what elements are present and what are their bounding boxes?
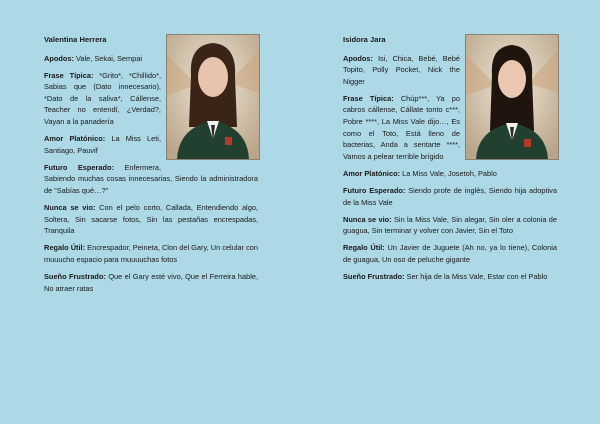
field-nunca-se-vio: Nunca se vio: Con el pelo corto, Callada, Entendiendo algo, Soltera, Sin sacarse fotos, Sin las pestañas encrespadas, Tranquila xyxy=(44,203,258,236)
field-apodos: Apodos: Vale, Sekai, Sempai xyxy=(44,53,143,63)
student-name: Valentina Herrera xyxy=(44,35,107,44)
field-apodos: Apodos: Isi, Chica, Bebé, Bebé Topito, Polly Pocket, Nick the Nigger xyxy=(343,53,460,86)
student-photo xyxy=(465,34,559,160)
student-name: Isidora Jara xyxy=(343,35,386,44)
student-card-isidora xyxy=(343,34,557,288)
student-card-valentina xyxy=(44,34,258,300)
field-futuro-esperado: Futuro Esperado: Siendo profe de inglés, Siendo hija adoptiva de la Miss Vale xyxy=(343,186,557,207)
field-regalo-util: Regalo Útil: Encrespador, Peineta, Clon del Gary, Un celular con muuucho espacio para muuuuchas fotos xyxy=(44,243,259,264)
field-amor-platonico: Amor Platónico: La Miss Vale, Josetoh, Pablo xyxy=(343,168,497,178)
field-nunca-se-vio: Nunca se vio: Sin la Miss Vale, Sin alegar, Sin oler a colonia de guagua, Sin terminar y volver con Javier, Sin el Toto xyxy=(343,214,557,236)
field-frase-tipica: Frase Típica: *Grito*, *Chillido*, Sabias que (Dato innecesario), *Dato de la saliva*, Cállense, Teacher no entendí, ¿Verdad?, Vayan a la panadería xyxy=(44,70,162,127)
field-sueno-frustrado: Sueño Frustrado: Que el Gary esté vivo, Que el Ferreira hable, No atraer ratas xyxy=(44,272,258,293)
field-amor-platonico: Amor Platónico: La Miss Leti, Santiago, Pauvif xyxy=(44,134,161,155)
student-photo xyxy=(166,34,260,160)
field-futuro-esperado: Futuro Esperado: Enfermera, Sabiendo muchas cosas innecesarias, Siendo la administradora de “Sabías qué…?” xyxy=(44,162,258,196)
field-regalo-util: Regalo Útil: Un Javier de Juguete (Ah no, ya lo tiene), Colonia de guagua, Un oso de peluche gigante xyxy=(343,243,557,264)
field-sueno-frustrado: Sueño Frustrado: Ser hija de la Miss Vale, Estar con el Pablo xyxy=(343,272,548,282)
field-frase-tipica: Frase Típica: Chúp***, Ya po cabros cállense, Cállate tonto c***, Pobre ****, La Miss Vale dijo…, Es como el Toto, Está lleno de bacterias, Anda a sentarte ****, Vamos a pelear terrible brígido xyxy=(343,93,460,161)
